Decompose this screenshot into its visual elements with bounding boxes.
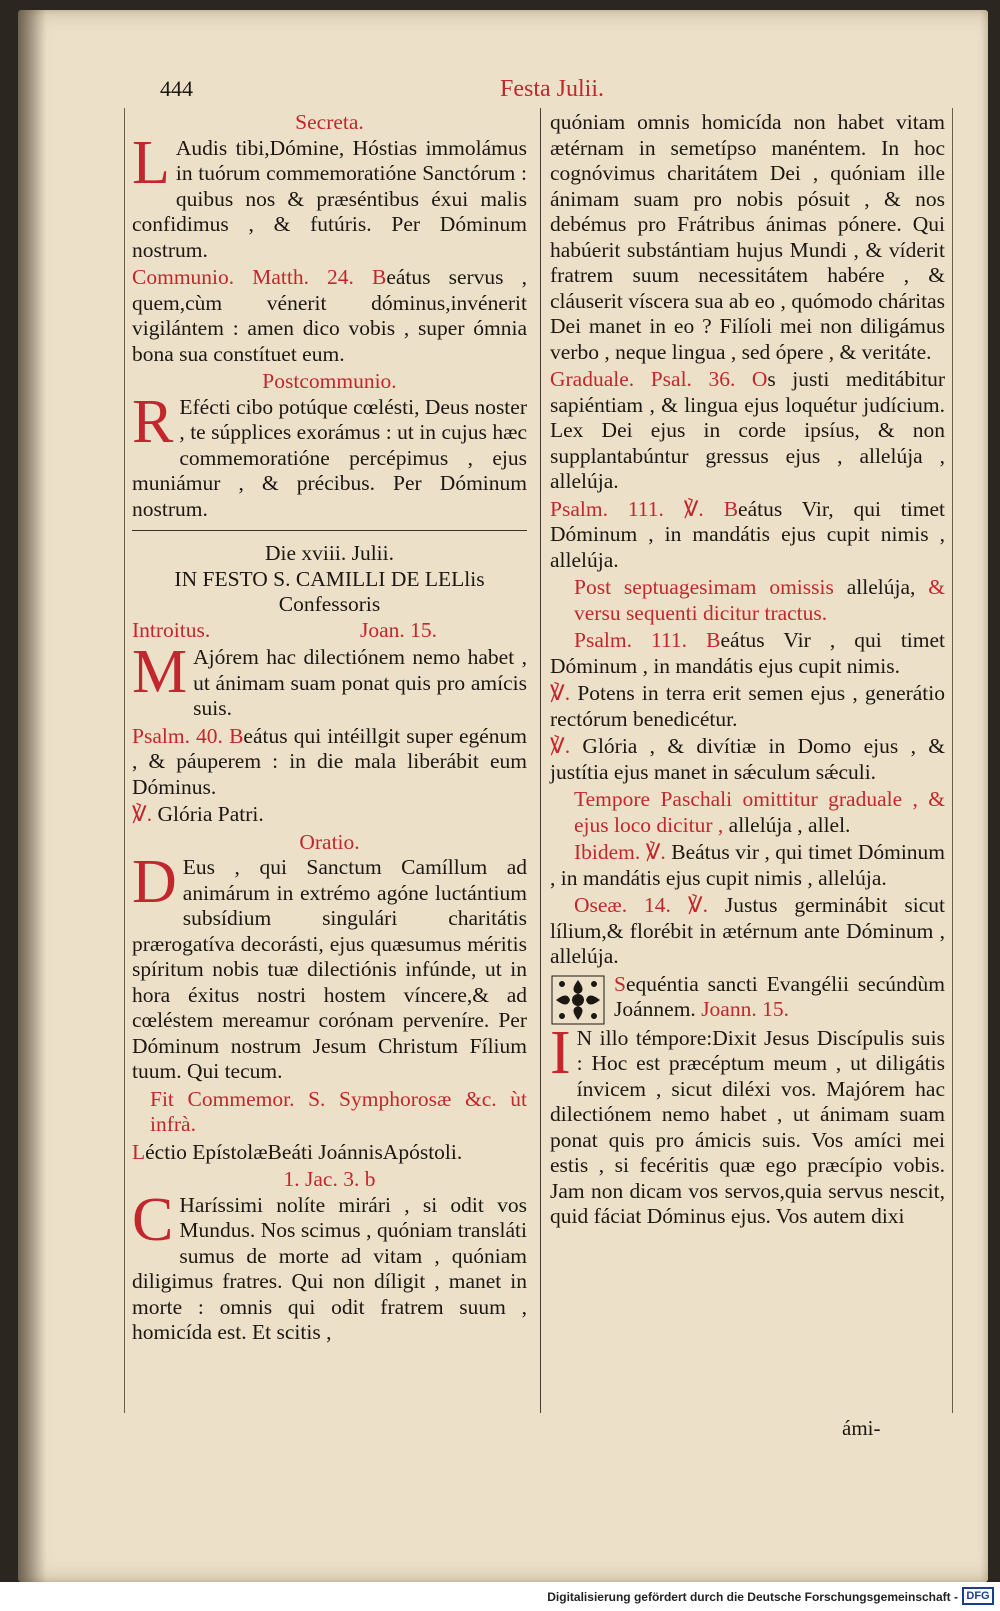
- gospel-dropcap: I: [550, 1018, 571, 1087]
- potens-text: Potens in terra erit semen ejus , generátio rectórum benedicétur.: [550, 681, 946, 731]
- postcommunio-paragraph: [132, 387, 527, 523]
- oratio-dropcap: D: [132, 848, 177, 916]
- versicle-icon: ℣.: [683, 496, 704, 521]
- graduale-paragraph: [550, 367, 945, 495]
- left-column-rule: [124, 108, 125, 1413]
- paschal-black: allelúja , allel.: [728, 812, 851, 837]
- psalm40-paragraph: [132, 724, 527, 801]
- fleuron-ornament-icon: [550, 974, 606, 1026]
- lectio-line: [132, 1140, 527, 1166]
- psalm111b-label: Psalm. 111.: [574, 628, 688, 652]
- catchword: ámi-: [842, 1416, 881, 1440]
- ibidem-paragraph: [550, 840, 945, 891]
- psalm111-label: Psalm. 111.: [550, 496, 664, 521]
- paschal-red: Tempore Paschali omittitur graduale , & ejus loco dicitur ,: [574, 787, 945, 837]
- secreta-paragraph: [132, 128, 527, 264]
- oratio-text: Eus , qui Sanctum Camíllum ad animárum in extrémo agóne luctántium subsídium singulári charitátis prærogatíva decorásti, ejus quæsumus méritis spíritum nobis tuæ dilectiónis infúnde, ut in hora éxitus nostri hostem víncere,& ad cœléstem mereamur corónam perveníre. Per Dóminum nostrum Jesum Christum Fílium tuum. Qui tecum.: [132, 855, 527, 1083]
- sequentia-text: equéntia sancti Evangélii secúndùm Joánnem.: [614, 971, 945, 1021]
- potens-line: [550, 681, 945, 732]
- lectio-paragraph: [132, 1185, 527, 1346]
- gospel-text: N illo témpore:Dixit Jesus Discípulis suis : Hoc est præcéptum meum , ut diligátis ínvicem , sicut diléxi vos. Majórem hac dilectiónem nemo habet , ut ánimam suam ponat quis pro ámicis suis. Vos amíci mei estis , si fecéritis quæ ego præcípio vobis. Jam non dicam vos servos,quia servus nescit, quid fáciat Dóminus ejus. Vos autem dixi: [550, 1025, 945, 1228]
- sequentia-initial: S: [614, 971, 626, 996]
- dfg-logo-icon: DFG: [962, 1587, 994, 1605]
- gospel-paragraph: [550, 1018, 945, 1230]
- versicle-icon: ℣.: [687, 893, 708, 917]
- gloria-line: [132, 802, 527, 828]
- lectio-ref: 1. Jac. 3. b: [283, 1167, 376, 1191]
- introitus-paragraph: [132, 638, 527, 722]
- septuagesima-red: Post septuagesimam omissis: [574, 575, 834, 599]
- oratio-paragraph: [132, 848, 527, 1085]
- graduale-initial: O: [751, 367, 768, 391]
- secreta-text: Audis tibi,Dómine, Hóstias immolámus in tuórum commemoratióne Sanctórum : quibus nos & præséntibus éxui malis confidimus , & futúris. Per Dóminum nostrum.: [132, 135, 527, 262]
- secreta-heading: Secreta.: [295, 110, 364, 134]
- psalm111-paragraph: [550, 497, 945, 574]
- gloria2-line: [550, 734, 945, 785]
- binding-shadow: [18, 10, 46, 1582]
- introitus-text: Ajórem hac dilectiónem nemo habet , ut ánimam suam ponat quis pro amícis suis.: [193, 645, 527, 720]
- psalm111b-text: eátus Vir , qui timet Dóminum , in mandátis ejus cupit nimis.: [550, 628, 946, 678]
- communio-label: Communio. Matth. 24.: [132, 265, 354, 289]
- graduale-text: s justi meditábitur sapiéntiam , & lingua ejus loquétur judícium. Lex Dei ejus in corde ipsíus, & non supplantabúntur gressus ejus , allelúja , allelúja.: [550, 367, 945, 493]
- lectio-text: éctio EpístolæBeáti JoánnisApóstoli.: [145, 1139, 463, 1164]
- oseae-label: Oseæ. 14.: [574, 893, 671, 917]
- ibidem-text: Beátus vir , qui timet Dóminum , in mandátis ejus cupit nimis , allelúja.: [550, 840, 946, 890]
- postcommunio-heading: Postcommunio.: [262, 369, 397, 393]
- introitus-label: Introitus.: [132, 617, 211, 642]
- lectio-initial: L: [132, 1139, 146, 1164]
- lectio-body: Haríssimi nolíte mirári , si odit vos Mundus. Nos scimus , quóniam transláti sumus de morte ad vitam , quóniam diligimus fratres. Qui non díligit , manet in morte : omnis qui odit fratrem suum , homicída est. Et scitis ,: [132, 1192, 527, 1344]
- page-number: 444: [160, 76, 193, 101]
- ibidem-label: Ibidem.: [574, 840, 641, 864]
- psalm40-label: Psalm. 40.: [132, 723, 223, 748]
- communio-initial: B: [372, 265, 387, 289]
- versicle-icon: ℣.: [645, 840, 666, 864]
- septuagesima-rubric: [550, 575, 945, 626]
- gloria-text: Glória Patri.: [157, 802, 264, 826]
- sequentia-ref: Joann. 15.: [701, 997, 789, 1021]
- oseae-paragraph: [550, 893, 945, 970]
- running-title: Festa Julii.: [500, 76, 605, 102]
- communio-paragraph: [132, 265, 527, 367]
- section-divider: [132, 530, 527, 531]
- sequentia-paragraph: [550, 972, 945, 1023]
- gloria2-text: Glória , & divítiæ in Domo ejus , & justítia ejus manet in sǽculum sǽculi.: [550, 734, 945, 784]
- feast-date: Die xviii. Julii.: [265, 541, 394, 565]
- postcommunio-dropcap: R: [132, 387, 174, 456]
- septuagesima-red-2: & versu sequenti dicitur tractus.: [574, 575, 945, 625]
- versicle-icon: ℣.: [132, 802, 153, 826]
- postcommunio-text: Eféсti cibo potúque cœlésti, Deus noster , te súpplices exorámus : ut in cujus hæc commemoratióne percépimus , ejus muniámur , & précibus. Per Dóminum nostrum.: [132, 394, 527, 521]
- feast-title: IN FESTO S. CAMILLI DE LELlis Confessoris: [174, 566, 485, 616]
- center-column-rule: [540, 108, 541, 1413]
- versicle-icon: ℣.: [550, 734, 571, 758]
- introitus-dropcap: M: [132, 638, 188, 706]
- commemor-line: Fit Commemor. S. Symphorosæ &c. ùt infrà.: [150, 1086, 527, 1136]
- psalm111b-initial: B: [706, 628, 721, 652]
- psalm111-initial: B: [723, 496, 739, 521]
- right-column: [550, 110, 945, 1232]
- psalm111-text: eátus Vir, qui timet Dóminum , in mandátis ejus cupit nimis , allelúja.: [550, 496, 945, 572]
- communio-text: eátus servus , quem,cùm vénerit dóminus,invénerit vigilántem : amen dico vobis , super ómnia bona sua constítuet eum.: [132, 265, 527, 366]
- lectio-dropcap: C: [132, 1185, 174, 1254]
- versicle-icon: ℣.: [550, 681, 571, 705]
- psalm40-initial: B: [229, 723, 244, 748]
- introitus-line: [132, 618, 527, 644]
- introitus-ref: Joan. 15.: [359, 617, 437, 642]
- oseae-text: Justus germinábit sicut lílium,& florébit in ætérnum ante Dóminum , allelúja.: [550, 893, 946, 968]
- septuagesima-black: allelúja,: [846, 575, 916, 599]
- paschal-rubric: [550, 787, 945, 838]
- right-column-rule: [952, 108, 953, 1413]
- continued-text: quóniam omnis homicída non habet vitam ætérnam in semetípso manéntem. In hoc cognóvimus charitátem Dei , quóniam ille ánimam suam pro nobis pósuit , & nos debémus pro Frátribus ánimas pónere. Qui habúerit substántiam hujus Mundi , & víderit fratrem suum necessitátem habére , & cláuserit víscera sua ab eo , quómodo cháritas Dei manet in eo ? Filíoli mei non diligámus verbo , neque lingua , sed ópere , & veritáte.: [550, 110, 945, 364]
- digitization-note: Digitalisierung gefördert durch die Deutsche Forschungsgemeinschaft -: [547, 1590, 958, 1604]
- graduale-label: Graduale. Psal. 36.: [550, 367, 736, 391]
- psalm40-text: eátus qui intéillgit super egénum , & páuperem : in die mala liberábit eum Dóminus.: [132, 723, 527, 799]
- secreta-dropcap: L: [132, 128, 170, 197]
- psalm111b-paragraph: [550, 628, 945, 679]
- oratio-heading: Oratio.: [299, 829, 360, 854]
- left-column: [132, 110, 527, 1348]
